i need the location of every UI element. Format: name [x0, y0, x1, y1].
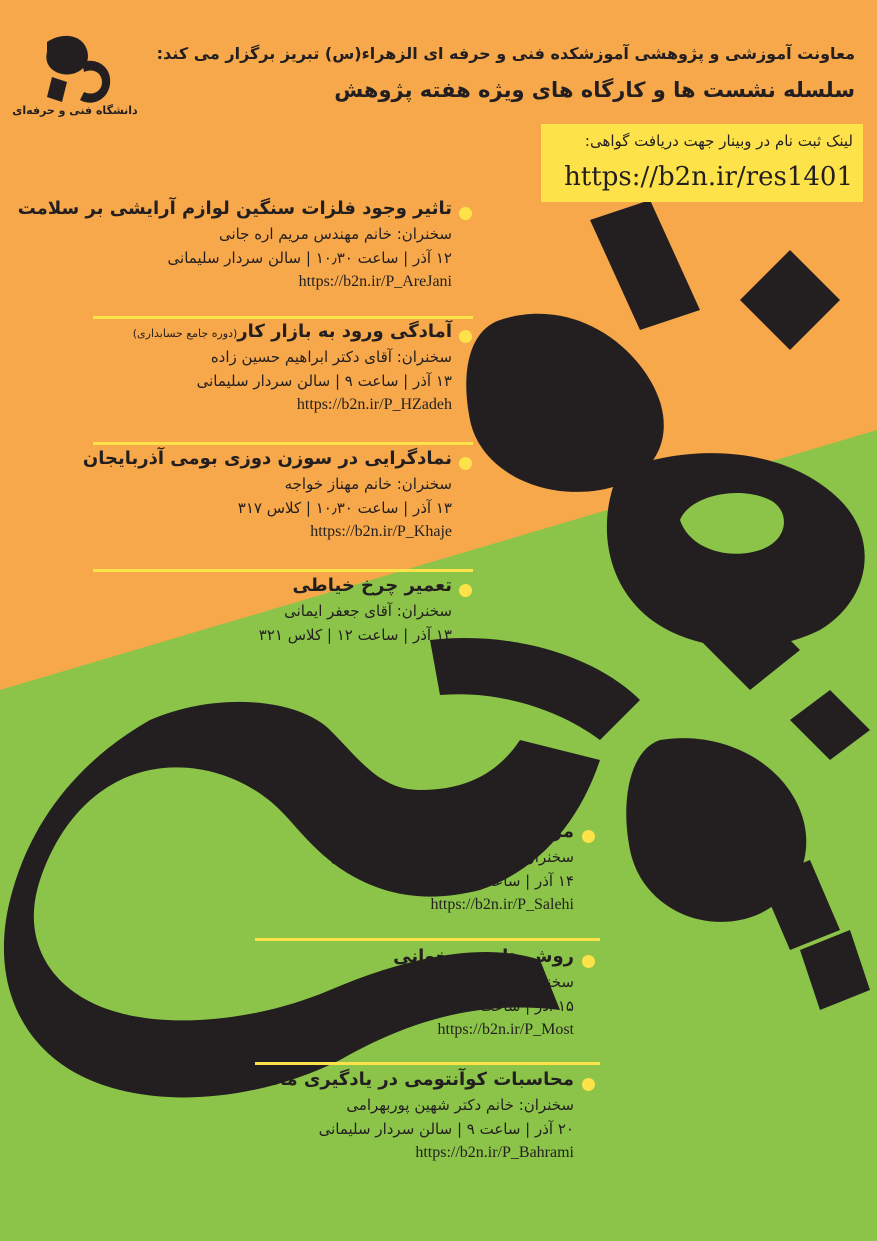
divider [93, 316, 473, 319]
logo-text: دانشگاه فنی و حرفه‌ای [12, 104, 138, 117]
event-card [133, 321, 452, 414]
divider [255, 1062, 600, 1065]
event-card [18, 198, 452, 291]
organizer-line: معاونت آموزشی و پژوهشی آموزشکده فنی و حرفه ای الزهراء(س) تبریز برگزار می کند: [156, 44, 855, 63]
event-card [330, 821, 574, 914]
event-bullet-icon [459, 457, 472, 470]
event-schedule: ۱۳ آذر | ساعت ۱۰٫۳۰ | کلاس ۳۱۷ [237, 499, 452, 517]
event-speaker: سخنران: خانم دکتر شهین پوربهرامی [346, 1096, 574, 1114]
event-link[interactable]: https://b2n.ir/P_Khaje [310, 523, 452, 540]
event-bullet-icon [459, 584, 472, 597]
event-schedule: ۲۰ آذر | ساعت ۹ | سالن سردار سلیمانی [318, 1120, 574, 1138]
registration-box [541, 124, 863, 202]
event-bullet-icon [582, 955, 595, 968]
event-title [133, 321, 452, 342]
event-speaker: سخنران: خانم مهندس مریم اره جانی [218, 225, 452, 243]
event-link[interactable]: https://b2n.ir/P_HZadeh [296, 396, 452, 413]
event-title: تعمیر چرخ خیاطی [292, 575, 452, 596]
event-bullet-icon [459, 330, 472, 343]
event-schedule: ۱۲ آذر | ساعت ۱۰٫۳۰ | سالن سردار سلیمانی [167, 249, 452, 267]
event-bullet-icon [582, 830, 595, 843]
divider [255, 938, 600, 941]
event-title: روش های تند خوانی [393, 946, 574, 967]
event-speaker: سخنران: خانم مهناز خواجه [284, 475, 452, 493]
event-title: مراحل پیش از چاپ [403, 821, 574, 842]
event-schedule: ۱۵ آذر | ساعت ۱۱ | سالن سردار سلیمانی [310, 997, 574, 1015]
event-link[interactable]: https://b2n.ir/P_Most [437, 1021, 574, 1038]
event-card [83, 448, 452, 541]
event-title: تاثیر وجود فلزات سنگین لوازم آرایشی بر سلامت [17, 198, 452, 219]
event-speaker: سخنران: آقای دکتر ابراهیم حسین زاده [210, 348, 452, 366]
event-schedule: ۱۴ آذر | ساعت ۱۰ | کلاس ۳۰۸ [380, 872, 574, 890]
event-title: محاسبات کوآنتومی در یادگیری ماشین [238, 1069, 574, 1090]
registration-link[interactable]: https://b2n.ir/res1401 [564, 162, 853, 192]
divider [93, 442, 473, 445]
registration-label: لینک ثبت نام در وبینار جهت دریافت گواهی: [584, 132, 853, 150]
event-bullet-icon [459, 207, 472, 220]
event-title-text: آمادگی ورود به بازار کار [237, 321, 452, 342]
divider [93, 569, 473, 572]
event-card [311, 946, 574, 1039]
event-link[interactable]: https://b2n.ir/P_AreJani [298, 273, 452, 290]
event-card [259, 575, 452, 644]
event-bullet-icon [582, 1078, 595, 1091]
event-speaker: سخنران: آقای جعفر ایمانی [284, 602, 452, 620]
event-link[interactable]: https://b2n.ir/P_Bahrami [415, 1144, 574, 1161]
event-speaker: سخنران: آقای دکتر امیر صالحی تبریزی [330, 848, 574, 866]
event-speaker: سخنران: خانم مهندس مصطفوی [370, 973, 574, 991]
event-schedule: ۱۳ آذر | ساعت ۱۲ | کلاس ۳۲۱ [258, 626, 452, 644]
event-card [238, 1069, 574, 1162]
event-link[interactable]: https://b2n.ir/P_Salehi [430, 896, 574, 913]
event-title: نمادگرایی در سوزن دوزی بومی آذربایجان [82, 448, 452, 469]
series-title: سلسله نشست ها و کارگاه های ویژه هفته پژوهش [334, 78, 855, 102]
event-title-note: (دوره جامع حسابداری) [132, 327, 238, 340]
event-schedule: ۱۳ آذر | ساعت ۹ | سالن سردار سلیمانی [196, 372, 452, 390]
